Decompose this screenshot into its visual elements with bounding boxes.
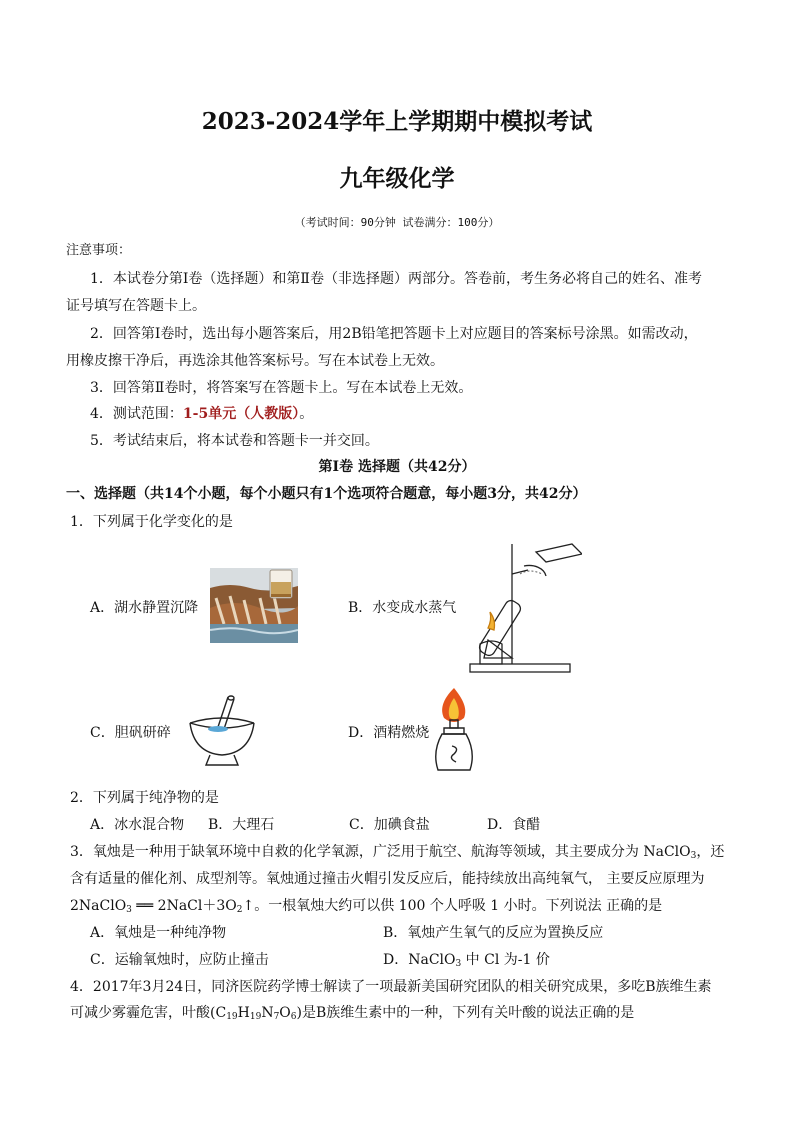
q4-text-end: )是B族维生素中的一种，下列有关叶酸的说法正确的是 — [296, 1005, 635, 1021]
q4-text-start: 可减少雾霾危害，叶酸(C — [70, 1005, 227, 1021]
notice-item-3: 3．回答第Ⅱ卷时，将答案写在答题卡上。写在本试卷上无效。 — [90, 380, 473, 396]
q4-line-1: 4．2017年3月24日，同济医院药学博士解读了一项最新美国研究团队的相关研究成果，多吃B族维生素 — [70, 979, 712, 995]
notice-item-4 — [90, 405, 313, 423]
notice-item-1-line-1: 1．本试卷分第Ⅰ卷（选择题）和第Ⅱ卷（非选择题）两部分。答卷前，考生务必将自己的姓名、准考 — [90, 271, 702, 287]
notice-item-2-line-2: 用橡皮擦干净后，再选涂其他答案标号。写在本试卷上无效。 — [66, 353, 444, 369]
q4-el-n: N — [261, 1005, 274, 1021]
q3-line-1 — [70, 843, 724, 861]
q2-option-a: A．冰水混合物 — [90, 817, 185, 833]
q3-eq-reactant: 2NaClO — [70, 898, 127, 914]
q3-option-d — [383, 951, 550, 969]
q2-option-c: C．加碘食盐 — [349, 817, 430, 833]
q3-d-end: 中 Cl 为-1 价 — [461, 952, 550, 968]
mortar-pestle-diagram — [188, 693, 256, 767]
q4-el-h: H — [237, 1005, 250, 1021]
q4-el-o: O — [279, 1005, 291, 1021]
q3-eq-text: ↑。一根氧烛大约可以供 100 个人呼吸 1 小时。下列说法 正确的是 — [242, 898, 663, 914]
q2-option-d: D．食醋 — [487, 817, 541, 833]
exam-title: 2023-2024学年上学期期中模拟考试 — [201, 108, 593, 135]
q1-stem: 1．下列属于化学变化的是 — [70, 514, 233, 530]
q3-line-1-text: 3．氧烛是一种用于缺氧环境中自救的化学氧源，广泛用于航空、航海等领域，其主要成分为 NaClO — [70, 844, 691, 860]
q1-option-c: C．胆矾研碎 — [90, 725, 171, 741]
notice-item-5: 5．考试结束后，将本试卷和答题卡一并交回。 — [90, 433, 379, 449]
q3-eq-sub-1: 3 — [126, 905, 132, 915]
notice-item-4-suffix: 。 — [299, 406, 314, 422]
notice-heading: 注意事项： — [66, 243, 132, 258]
notice-item-2-line-1: 2．回答第Ⅰ卷时，选出每小题答案后，用2B铅笔把答题卡上对应题目的答案标号涂黑。如需改动， — [90, 326, 698, 342]
exam-subject: 九年级化学 — [339, 165, 455, 192]
q4-sub-o: 6 — [290, 1012, 297, 1022]
q3-equation-line — [70, 897, 662, 915]
alcohol-lamp-diagram — [430, 686, 478, 776]
q3-subscript: 3 — [690, 851, 697, 861]
q4-sub-n: 7 — [273, 1012, 280, 1022]
q4-sub-c: 19 — [226, 1012, 238, 1022]
q4-sub-h: 19 — [249, 1012, 262, 1022]
q3-option-a: A．氧烛是一种纯净物 — [90, 925, 227, 941]
q1-option-a: A．湖水静置沉降 — [90, 600, 199, 616]
test-range: 1-5单元（人教版） — [182, 406, 300, 422]
waterfall-photo — [210, 568, 298, 643]
q3-eq-sub-2: 2 — [236, 905, 243, 915]
q2-stem: 2．下列属于纯净物的是 — [70, 790, 219, 806]
q3-d-sub: 3 — [455, 959, 462, 969]
q3-option-b: B．氧烛产生氧气的反应为置换反应 — [383, 925, 604, 941]
q3-option-c: C．运输氧烛时，应防止撞击 — [90, 952, 269, 968]
q4-line-2 — [70, 1004, 634, 1022]
q1-option-b: B．水变成水蒸气 — [348, 600, 457, 616]
part1-heading: 第Ⅰ卷 选择题（共42分） — [318, 459, 476, 475]
notice-item-4-prefix: 4．测试范围： — [90, 406, 183, 422]
q1-option-d: D．酒精燃烧 — [348, 725, 430, 741]
q3-line-2: 含有适量的催化剂、成型剂等。氧烛通过撞击火帽引发反应后，能持续放出高纯氧气， 主要反应原理为 — [70, 871, 705, 887]
exam-info: （考试时间：90分钟 试卷满分：100分） — [294, 216, 500, 229]
q3-line-1-end: ，还 — [696, 844, 725, 860]
q3-eq-product: ══ 2NaCl＋3O — [131, 898, 237, 914]
notice-item-1-line-2: 证号填写在答题卡上。 — [66, 298, 206, 314]
boiling-apparatus-diagram — [462, 540, 582, 676]
q3-d-text: D．NaClO — [383, 952, 456, 968]
q2-option-b: B．大理石 — [208, 817, 275, 833]
section-heading: 一、选择题（共14个小题，每个小题只有1个选项符合题意，每小题3分，共42分） — [66, 486, 587, 502]
